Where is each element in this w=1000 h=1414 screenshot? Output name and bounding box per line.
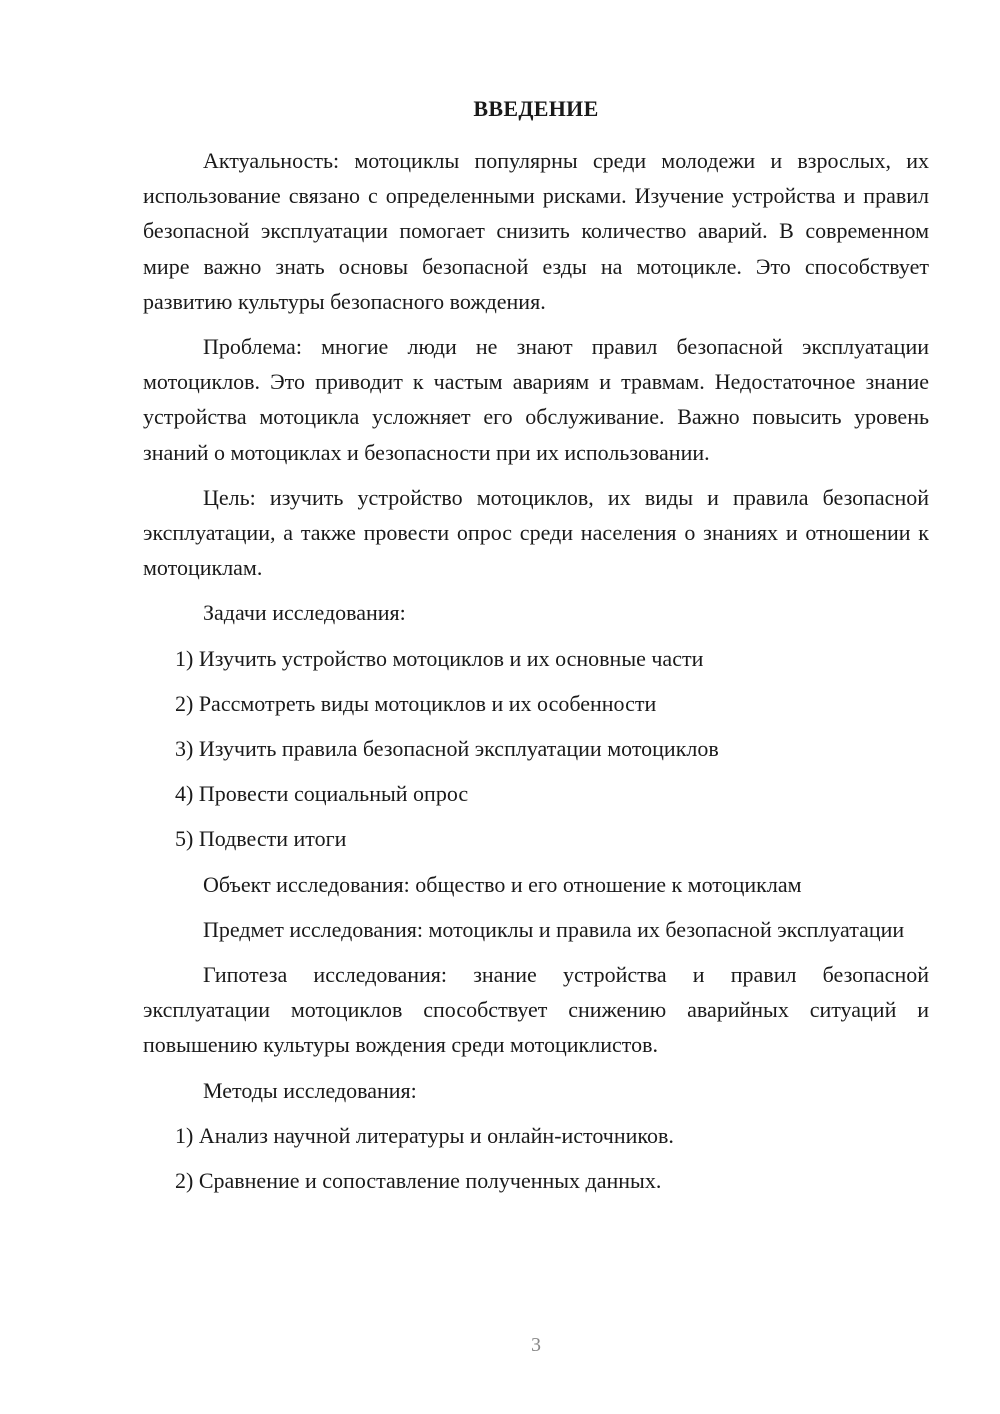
paragraph-object: Объект исследования: общество и его отношение к мотоциклам — [203, 871, 802, 897]
list-item: 5) Подвести итоги — [175, 826, 347, 852]
document-body — [143, 143, 929, 1198]
list-item: 2) Рассмотреть виды мотоциклов и их особенности — [175, 690, 657, 716]
tasks-heading: Задачи исследования: — [203, 600, 406, 626]
list-item: 4) Провести социальный опрос — [175, 781, 469, 807]
paragraph-hypothesis: Гипотеза исследования: знание устройства и правил безопасной эксплуатации мотоциклов способствует снижению аварийных ситуаций и повышению культуры вождения среди мотоциклистов. — [143, 962, 929, 1058]
methods-list — [143, 1118, 929, 1198]
list-item: 2) Сравнение и сопоставление полученных данных. — [175, 1168, 662, 1194]
paragraph-relevance: Актуальность: мотоциклы популярны среди молодежи и взрослых, их использование связано с определенными рисками. Изучение устройства и правил безопасной эксплуатации помогает снизить количество аварий. В современном мире важно знать основы безопасной езды на мотоцикле. Это способствует развитию культуры безопасного вождения. — [143, 148, 929, 314]
list-item: 1) Изучить устройство мотоциклов и их основные части — [175, 645, 704, 671]
list-item: 3) Изучить правила безопасной эксплуатации мотоциклов — [175, 736, 719, 762]
paragraph-subject: Предмет исследования: мотоциклы и правила их безопасной эксплуатации — [203, 916, 905, 942]
paragraph-problem: Проблема: многие люди не знают правил безопасной эксплуатации мотоциклов. Это приводит к частым авариям и травмам. Недостаточное знание устройства мотоцикла усложняет его обслуживание. Важно повысить уровень знаний о мотоциклах и безопасности при их использовании. — [143, 334, 929, 465]
paragraph-goal: Цель: изучить устройство мотоциклов, их виды и правила безопасной эксплуатации, а также провести опрос среди населения о знаниях и отношении к мотоциклам. — [143, 484, 929, 581]
list-item: 1) Анализ научной литературы и онлайн-источников. — [175, 1122, 674, 1148]
page-number: 3 — [531, 1334, 541, 1356]
page-title: ВВЕДЕНИЕ — [473, 96, 599, 121]
methods-heading: Методы исследования: — [203, 1077, 417, 1103]
tasks-list — [143, 641, 929, 857]
